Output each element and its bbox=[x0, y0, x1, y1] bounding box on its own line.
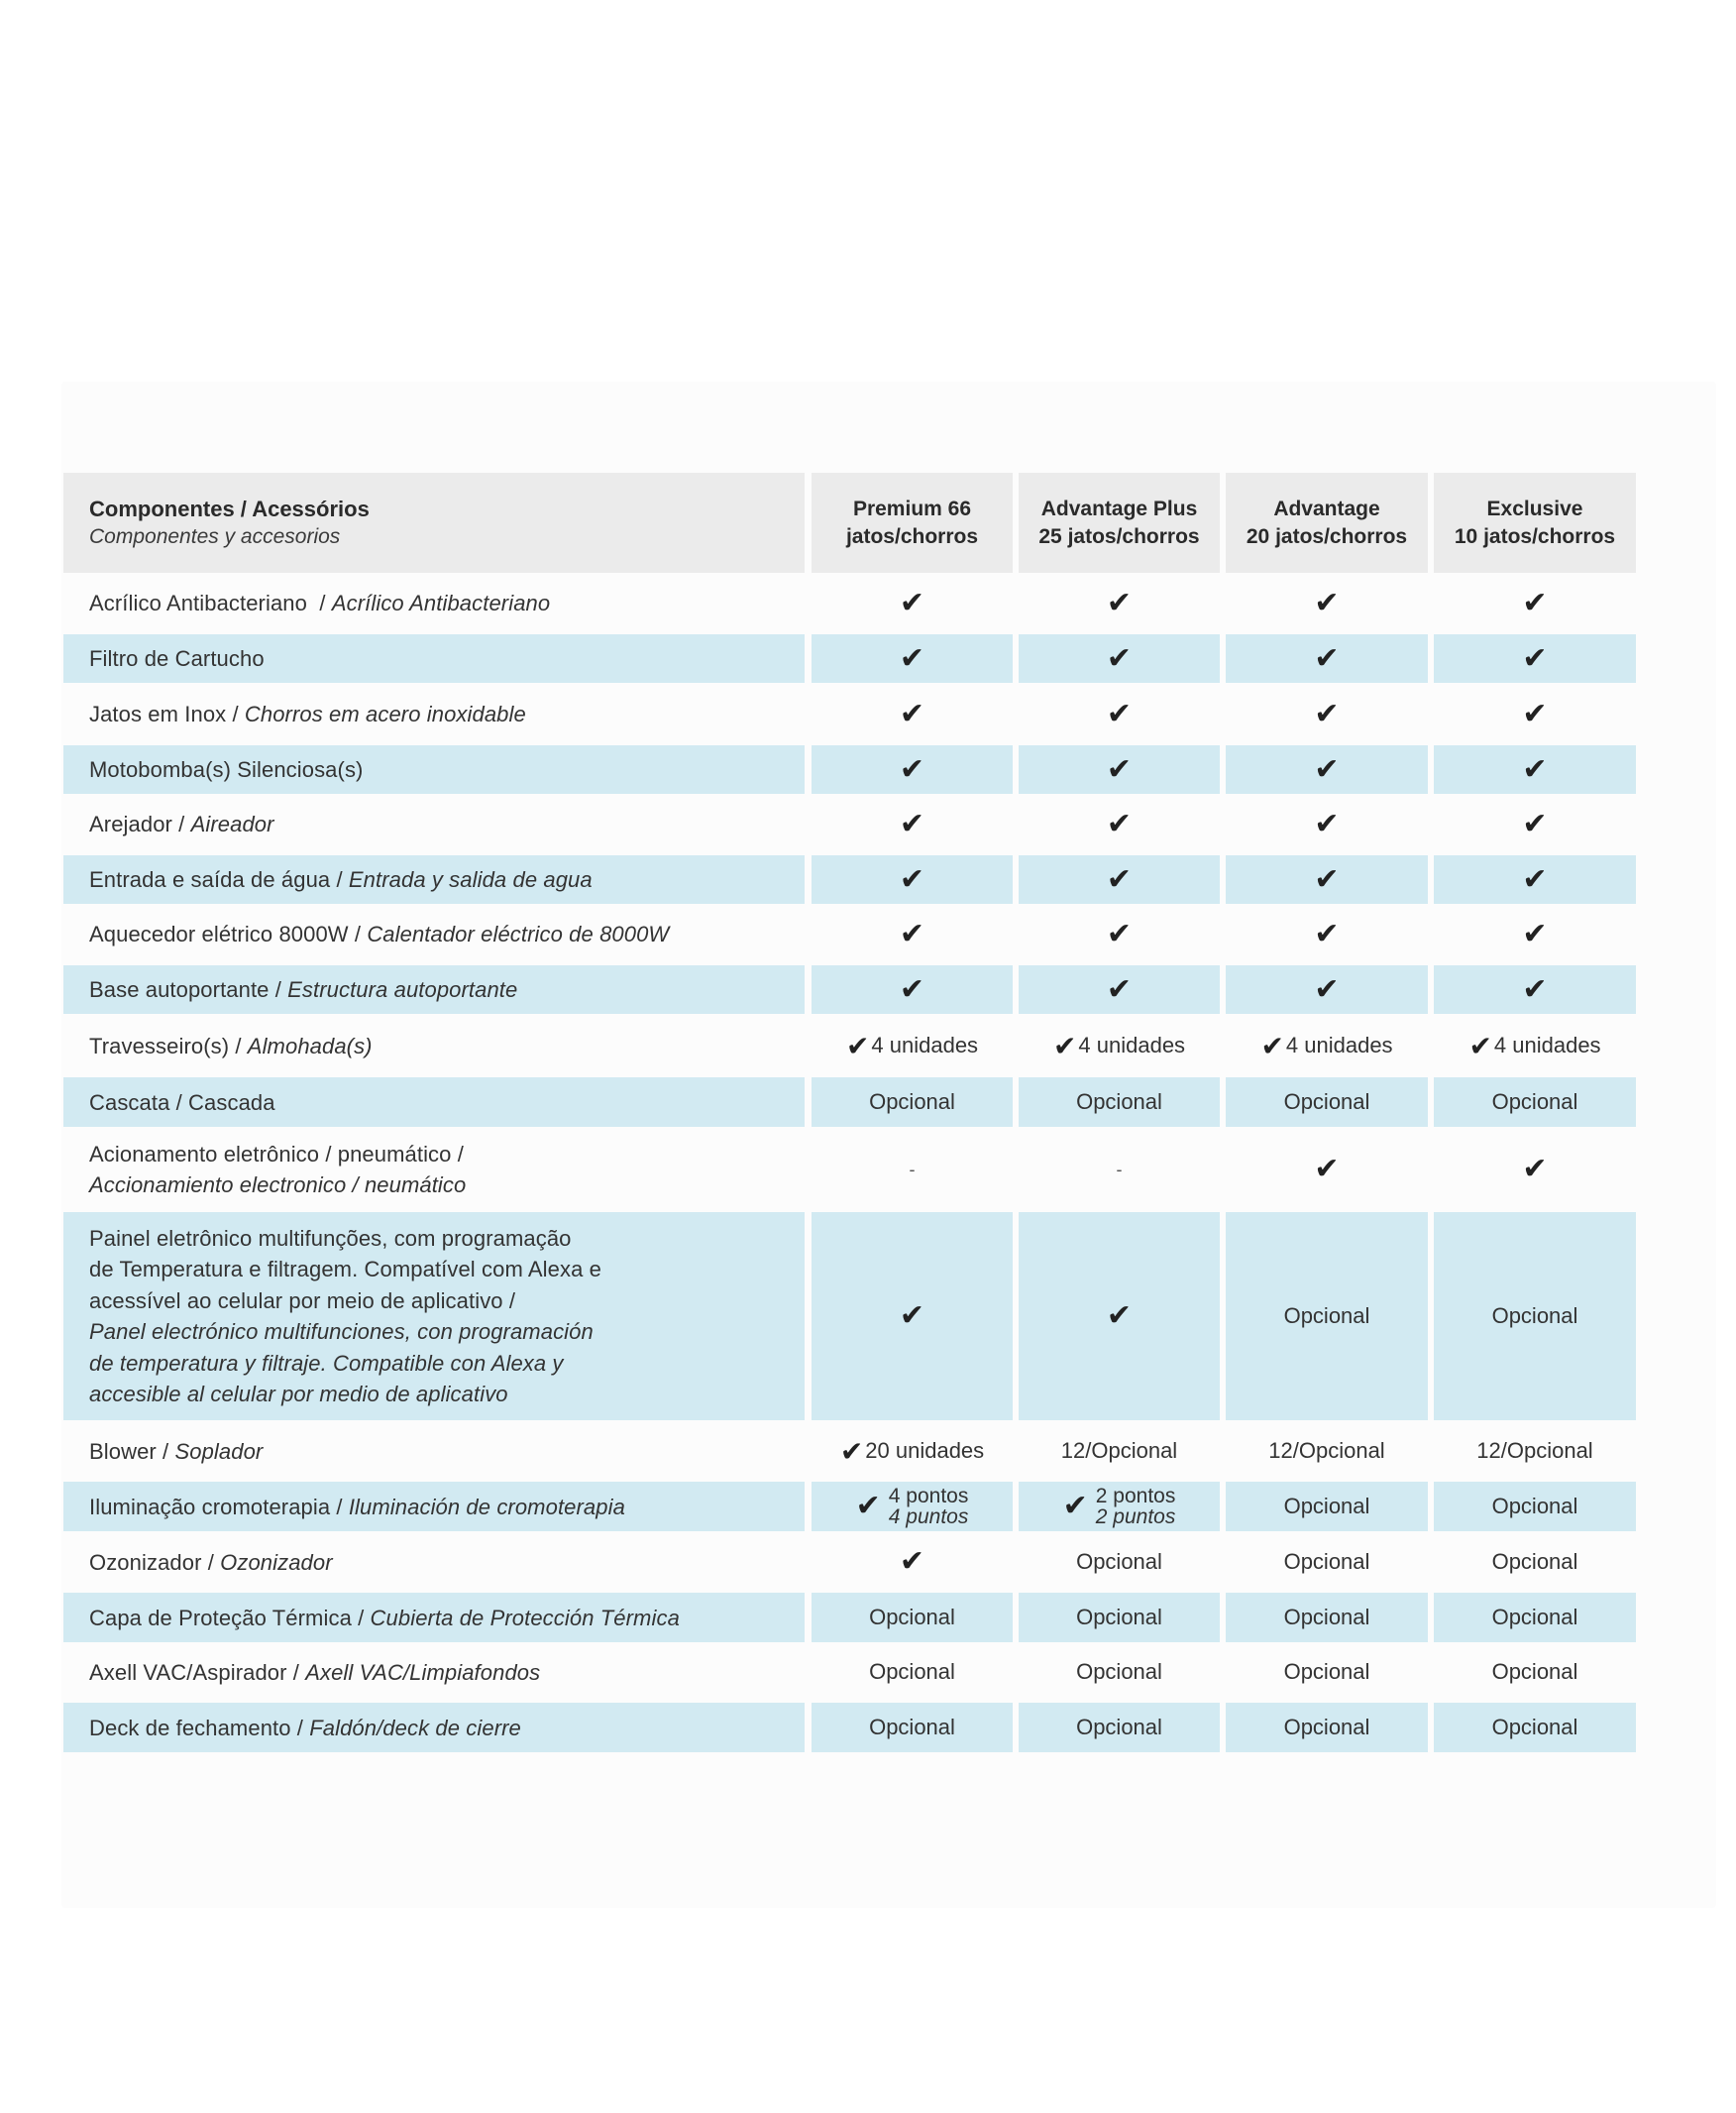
table-header bbox=[63, 473, 1637, 573]
row-label-es: Faldón/deck de cierre bbox=[309, 1715, 521, 1740]
row-label-cell bbox=[63, 1537, 805, 1587]
value-cell bbox=[1019, 745, 1220, 794]
check-icon: ✔ bbox=[1522, 972, 1548, 1006]
value-cell bbox=[1434, 1482, 1636, 1531]
option-value: Opcional bbox=[1283, 1659, 1370, 1684]
table-row bbox=[63, 910, 1637, 958]
row-label bbox=[89, 1547, 333, 1578]
value-cell bbox=[1434, 965, 1636, 1014]
row-label bbox=[89, 1657, 540, 1688]
check-icon: ✔ bbox=[1522, 917, 1548, 950]
value-cell bbox=[1434, 1537, 1636, 1587]
row-label-pt: Arejador / bbox=[89, 812, 191, 836]
value-cell bbox=[1019, 1593, 1220, 1642]
table-row bbox=[63, 1021, 1637, 1070]
check-icon: ✔ bbox=[839, 1435, 864, 1467]
option-value: Opcional bbox=[1076, 1715, 1162, 1739]
check-icon: ✔ bbox=[899, 972, 925, 1006]
row-label-cell bbox=[63, 745, 805, 794]
row-label-pt: Base autoportante / bbox=[89, 977, 288, 1002]
value-cell bbox=[1226, 1647, 1428, 1697]
value-cell bbox=[1019, 855, 1220, 904]
check-icon: ✔ bbox=[1522, 752, 1548, 786]
check-icon: ✔ bbox=[1522, 1153, 1548, 1185]
option-value: Opcional bbox=[1076, 1089, 1162, 1114]
value-cell bbox=[1226, 855, 1428, 904]
row-label bbox=[89, 754, 363, 785]
check-icon: ✔ bbox=[1260, 1030, 1284, 1061]
table-row bbox=[63, 1482, 1637, 1531]
check-icon: ✔ bbox=[1522, 641, 1548, 675]
points-value bbox=[856, 1486, 969, 1527]
row-label bbox=[89, 588, 550, 618]
value-cell bbox=[812, 1482, 1013, 1531]
row-label bbox=[89, 1087, 275, 1118]
row-label-cell bbox=[63, 1647, 805, 1697]
table-row bbox=[63, 1537, 1637, 1587]
check-icon: ✔ bbox=[1522, 807, 1548, 840]
value-cell bbox=[1226, 690, 1428, 738]
row-label-es: Ozonizador bbox=[220, 1549, 333, 1575]
value-cell bbox=[812, 1537, 1013, 1587]
table-row bbox=[63, 1426, 1637, 1476]
row-label-cell bbox=[63, 1021, 805, 1070]
check-icon: ✔ bbox=[899, 862, 925, 896]
check-icon: ✔ bbox=[1106, 752, 1133, 786]
value-cell bbox=[812, 1021, 1013, 1070]
table-row bbox=[63, 965, 1637, 1014]
value-cell bbox=[1019, 634, 1220, 683]
value-cell bbox=[1434, 1647, 1636, 1697]
row-label-pt: Acrílico Antibacteriano / bbox=[89, 591, 332, 615]
value-cell bbox=[812, 1077, 1013, 1127]
header-col-subtitle: 25 jatos/chorros bbox=[1038, 524, 1200, 548]
units-value: 4 unidades bbox=[871, 1033, 979, 1057]
row-label-es: Iluminación de cromoterapia bbox=[348, 1494, 625, 1519]
header-advantage-plus bbox=[1019, 473, 1220, 573]
check-icon: ✔ bbox=[899, 1545, 925, 1578]
option-value: Opcional bbox=[1076, 1549, 1162, 1574]
units-value: 4 unidades bbox=[1493, 1033, 1601, 1057]
option-value: Opcional bbox=[1491, 1303, 1578, 1328]
value-cell bbox=[1226, 1593, 1428, 1642]
option-value: Opcional bbox=[1491, 1605, 1578, 1629]
row-label-cell bbox=[63, 965, 805, 1014]
option-value: Opcional bbox=[1491, 1549, 1578, 1574]
value-cell bbox=[1226, 910, 1428, 958]
check-icon: ✔ bbox=[1522, 586, 1548, 619]
option-value: Opcional bbox=[869, 1715, 955, 1739]
value-cell bbox=[812, 1212, 1013, 1420]
value-cell bbox=[1434, 855, 1636, 904]
row-label-es: Calentador eléctrico de 8000W bbox=[367, 922, 670, 946]
not-available-dash: - bbox=[909, 1159, 916, 1179]
row-label-es: Acrílico Antibacteriano bbox=[331, 591, 551, 615]
value-cell bbox=[1434, 1021, 1636, 1070]
units-value: 20 unidades bbox=[865, 1438, 985, 1463]
table-row bbox=[63, 855, 1637, 904]
check-icon: ✔ bbox=[1314, 807, 1340, 840]
row-label bbox=[89, 1713, 521, 1743]
header-advantage bbox=[1226, 473, 1428, 573]
option-value: Opcional bbox=[1283, 1549, 1370, 1574]
row-label bbox=[89, 699, 526, 729]
row-label-pt-line: acessível ao celular por meio de aplicativo / bbox=[89, 1287, 516, 1313]
value-cell bbox=[1434, 745, 1636, 794]
check-icon: ✔ bbox=[1106, 641, 1133, 675]
check-icon: ✔ bbox=[899, 697, 925, 730]
option-value: Opcional bbox=[1491, 1659, 1578, 1684]
check-icon: ✔ bbox=[1314, 697, 1340, 730]
value-cell bbox=[1226, 1077, 1428, 1127]
header-components-subtitle: Componentes y accesorios bbox=[89, 524, 341, 548]
row-label bbox=[89, 809, 274, 839]
value-cell bbox=[1434, 1593, 1636, 1642]
table-row bbox=[63, 1077, 1637, 1127]
row-label-pt-line: Painel eletrônico multifunções, com programação bbox=[89, 1225, 572, 1251]
check-icon: ✔ bbox=[1522, 862, 1548, 896]
value-cell bbox=[812, 855, 1013, 904]
row-label-cell bbox=[63, 1077, 805, 1127]
option-value: Opcional bbox=[869, 1605, 955, 1629]
value-cell bbox=[1019, 1426, 1220, 1476]
row-label bbox=[89, 1603, 680, 1633]
row-label-pt: Entrada e saída de água / bbox=[89, 867, 349, 892]
row-label bbox=[89, 1223, 601, 1410]
value-cell bbox=[1434, 634, 1636, 683]
check-icon: ✔ bbox=[1062, 1490, 1088, 1522]
header-col-subtitle: 20 jatos/chorros bbox=[1246, 524, 1408, 548]
row-label-cell bbox=[63, 1426, 805, 1476]
header-col-subtitle: jatos/chorros bbox=[845, 524, 979, 548]
value-cell bbox=[1226, 965, 1428, 1014]
value-cell bbox=[1434, 910, 1636, 958]
table-row bbox=[63, 1593, 1637, 1642]
value-cell bbox=[1019, 690, 1220, 738]
table-row bbox=[63, 800, 1637, 848]
check-icon: ✔ bbox=[855, 1490, 881, 1522]
check-icon: ✔ bbox=[1106, 972, 1133, 1006]
option-value: Opcional bbox=[1076, 1605, 1162, 1629]
check-icon: ✔ bbox=[1314, 641, 1340, 675]
value-cell bbox=[1019, 1077, 1220, 1127]
check-icon: ✔ bbox=[1314, 917, 1340, 950]
check-icon: ✔ bbox=[1522, 697, 1548, 730]
check-icon: ✔ bbox=[899, 586, 925, 619]
row-label-es-line: Accionamiento electronico / neumático bbox=[89, 1172, 467, 1197]
check-icon: ✔ bbox=[1106, 697, 1133, 730]
value-cell bbox=[812, 745, 1013, 794]
check-icon: ✔ bbox=[899, 1299, 925, 1332]
value-cell bbox=[1434, 1133, 1636, 1206]
option-value: Opcional bbox=[1283, 1303, 1370, 1328]
table-row bbox=[63, 579, 1637, 627]
row-label bbox=[89, 919, 669, 949]
value-cell bbox=[1019, 1212, 1220, 1420]
row-label-pt: Cascata / Cascada bbox=[89, 1089, 275, 1115]
check-icon: ✔ bbox=[899, 641, 925, 675]
row-label-es-line: Panel electrónico multifunciones, con programación bbox=[89, 1319, 594, 1344]
row-label-es: Almohada(s) bbox=[247, 1033, 373, 1058]
value-cell bbox=[1434, 1703, 1636, 1752]
value-cell bbox=[1434, 800, 1636, 848]
row-label-pt: Axell VAC/Aspirador / bbox=[89, 1659, 306, 1685]
table-row bbox=[63, 1212, 1637, 1420]
value-cell bbox=[1226, 579, 1428, 627]
row-label-cell bbox=[63, 1482, 805, 1531]
value-cell bbox=[1434, 1426, 1636, 1476]
value-cell bbox=[1019, 1703, 1220, 1752]
table-row bbox=[63, 1133, 1637, 1206]
not-available-dash: - bbox=[1116, 1159, 1123, 1179]
row-label bbox=[89, 1031, 373, 1061]
units-value: 4 unidades bbox=[1078, 1033, 1186, 1057]
row-label-pt: Blower / bbox=[89, 1438, 175, 1464]
table-row bbox=[63, 1703, 1637, 1752]
value-cell bbox=[1434, 1077, 1636, 1127]
option-value: Opcional bbox=[1283, 1089, 1370, 1114]
row-label-pt: Iluminação cromoterapia / bbox=[89, 1494, 349, 1519]
units-value: 4 unidades bbox=[1285, 1033, 1393, 1057]
points-pt: 4 pontos bbox=[888, 1485, 969, 1507]
check-icon: ✔ bbox=[1106, 862, 1133, 896]
header-premium-66 bbox=[812, 473, 1013, 573]
row-label-cell bbox=[63, 690, 805, 738]
option-value: Opcional bbox=[1491, 1715, 1578, 1739]
value-cell bbox=[1226, 800, 1428, 848]
row-label-pt: Deck de fechamento / bbox=[89, 1715, 310, 1740]
row-label-es-line: accesible al celular por medio de aplicativo bbox=[89, 1382, 508, 1406]
option-value: Opcional bbox=[1491, 1089, 1578, 1114]
row-label-es: Soplador bbox=[174, 1438, 264, 1464]
header-exclusive bbox=[1434, 473, 1636, 573]
row-label-cell bbox=[63, 1593, 805, 1642]
value-cell bbox=[1226, 1212, 1428, 1420]
row-label-pt: Aquecedor elétrico 8000W / bbox=[89, 922, 368, 946]
row-label bbox=[89, 643, 265, 674]
points-pt: 2 pontos bbox=[1095, 1485, 1176, 1507]
points-value bbox=[1063, 1486, 1176, 1527]
row-label-cell bbox=[63, 579, 805, 627]
table-row bbox=[63, 690, 1637, 738]
value-cell bbox=[1226, 1537, 1428, 1587]
value-cell bbox=[1019, 965, 1220, 1014]
value-cell bbox=[1019, 1133, 1220, 1206]
value-cell bbox=[812, 634, 1013, 683]
value-cell bbox=[812, 1593, 1013, 1642]
option-value: Opcional bbox=[1283, 1494, 1370, 1518]
row-label-es: Aireador bbox=[190, 812, 274, 836]
row-label bbox=[89, 1436, 263, 1467]
row-label-cell bbox=[63, 855, 805, 904]
value-cell bbox=[1226, 1133, 1428, 1206]
row-label-es: Cubierta de Protección Térmica bbox=[370, 1605, 680, 1630]
value-cell bbox=[812, 1133, 1013, 1206]
option-value: Opcional bbox=[1283, 1715, 1370, 1739]
check-icon: ✔ bbox=[1106, 807, 1133, 840]
row-label-pt: Filtro de Cartucho bbox=[89, 646, 265, 671]
row-label-cell bbox=[63, 634, 805, 683]
check-icon: ✔ bbox=[1106, 1299, 1133, 1332]
check-icon: ✔ bbox=[1468, 1030, 1492, 1061]
check-icon: ✔ bbox=[845, 1030, 870, 1061]
header-components-title: Componentes / Acessórios bbox=[89, 496, 370, 521]
value-cell bbox=[1019, 800, 1220, 848]
option-value: Opcional bbox=[869, 1089, 955, 1114]
value-cell bbox=[812, 1426, 1013, 1476]
row-label-cell bbox=[63, 1133, 805, 1206]
value-cell bbox=[812, 910, 1013, 958]
check-icon: ✔ bbox=[899, 807, 925, 840]
row-label-cell bbox=[63, 800, 805, 848]
check-icon: ✔ bbox=[1106, 917, 1133, 950]
value-cell bbox=[812, 690, 1013, 738]
row-label-cell bbox=[63, 1703, 805, 1752]
row-label bbox=[89, 1492, 625, 1522]
table-row bbox=[63, 745, 1637, 794]
header-col-title: Advantage Plus bbox=[1040, 497, 1198, 520]
table-row bbox=[63, 1647, 1637, 1697]
row-label-es: Entrada y salida de agua bbox=[348, 867, 593, 892]
row-label-es-line: de temperatura y filtraje. Compatible con Alexa y bbox=[89, 1350, 564, 1376]
points-es: 2 puntos bbox=[1095, 1505, 1176, 1528]
option-value: Opcional bbox=[869, 1659, 955, 1684]
value-cell bbox=[812, 1703, 1013, 1752]
value-cell bbox=[1226, 1703, 1428, 1752]
row-label-pt-line: de Temperatura e filtragem. Compatível com Alexa e bbox=[89, 1257, 601, 1281]
points-es: 4 puntos bbox=[888, 1505, 969, 1528]
value-cell bbox=[1019, 1647, 1220, 1697]
check-icon: ✔ bbox=[1314, 752, 1340, 786]
value-cell bbox=[1434, 579, 1636, 627]
value-cell bbox=[1019, 910, 1220, 958]
value-cell bbox=[1226, 634, 1428, 683]
check-icon: ✔ bbox=[1052, 1030, 1077, 1061]
header-col-title: Exclusive bbox=[1486, 497, 1583, 520]
row-label-cell bbox=[63, 910, 805, 958]
row-label bbox=[89, 1139, 466, 1201]
value-cell bbox=[1226, 1426, 1428, 1476]
value-cell bbox=[1019, 579, 1220, 627]
header-col-title: Advantage bbox=[1273, 497, 1380, 520]
row-label-pt: Ozonizador / bbox=[89, 1549, 221, 1575]
row-label-pt: Motobomba(s) Silenciosa(s) bbox=[89, 757, 364, 782]
value-cell bbox=[812, 965, 1013, 1014]
option-value: Opcional bbox=[1076, 1659, 1162, 1684]
header-col-subtitle: 10 jatos/chorros bbox=[1454, 524, 1616, 548]
value-cell bbox=[1226, 1021, 1428, 1070]
value-cell bbox=[1434, 690, 1636, 738]
value-cell bbox=[1019, 1537, 1220, 1587]
row-label-es: Estructura autoportante bbox=[287, 977, 518, 1002]
option-value: 12/Opcional bbox=[1476, 1438, 1593, 1463]
option-value: 12/Opcional bbox=[1268, 1438, 1385, 1463]
check-icon: ✔ bbox=[1314, 586, 1340, 619]
value-cell bbox=[812, 579, 1013, 627]
check-icon: ✔ bbox=[1314, 862, 1340, 896]
option-value: Opcional bbox=[1491, 1494, 1578, 1518]
option-value: Opcional bbox=[1283, 1605, 1370, 1629]
value-cell bbox=[1226, 745, 1428, 794]
check-icon: ✔ bbox=[1314, 1153, 1340, 1185]
table-row bbox=[63, 634, 1637, 683]
row-label-pt: Capa de Proteção Térmica / bbox=[89, 1605, 371, 1630]
value-cell bbox=[1226, 1482, 1428, 1531]
check-icon: ✔ bbox=[1314, 972, 1340, 1006]
check-icon: ✔ bbox=[1106, 586, 1133, 619]
row-label-pt: Jatos em Inox / bbox=[89, 702, 245, 726]
value-cell bbox=[812, 800, 1013, 848]
check-icon: ✔ bbox=[899, 752, 925, 786]
check-icon: ✔ bbox=[899, 917, 925, 950]
value-cell bbox=[1434, 1212, 1636, 1420]
row-label bbox=[89, 864, 593, 895]
row-label-cell bbox=[63, 1212, 805, 1420]
value-cell bbox=[1019, 1482, 1220, 1531]
row-label-es: Axell VAC/Limpiafondos bbox=[305, 1659, 541, 1685]
option-value: 12/Opcional bbox=[1060, 1438, 1178, 1463]
header-col-title: Premium 66 bbox=[852, 497, 972, 520]
row-label-es: Chorros em acero inoxidable bbox=[244, 702, 526, 726]
value-cell bbox=[1019, 1021, 1220, 1070]
value-cell bbox=[812, 1647, 1013, 1697]
row-label bbox=[89, 974, 517, 1005]
row-label-pt-line: Acionamento eletrônico / pneumático / bbox=[89, 1141, 464, 1167]
row-label-pt: Travesseiro(s) / bbox=[89, 1033, 248, 1058]
header-components bbox=[63, 473, 805, 573]
